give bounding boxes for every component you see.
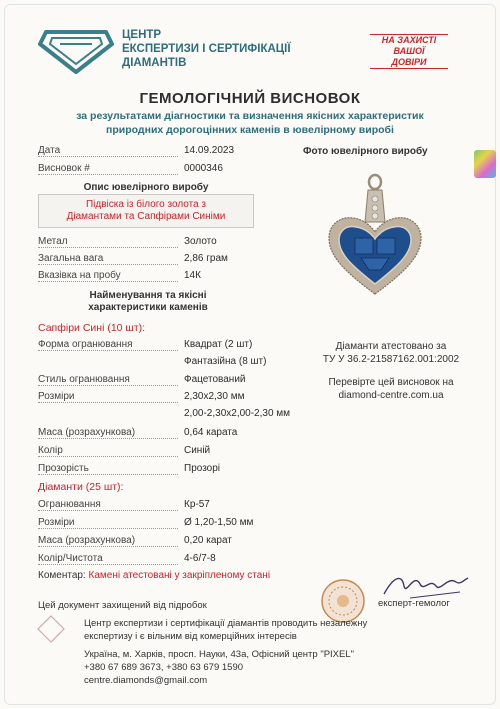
diamond-size-label: Розміри (38, 517, 178, 529)
org-name (122, 28, 291, 70)
stones-heading-line1: Найменування та якісні (89, 290, 207, 301)
verify-link[interactable]: diamond-centre.com.ua (338, 390, 444, 401)
sapphire-cut-shape-value2: Фантазійна (8 шт) (184, 356, 267, 367)
org-name-line2: ЕКСПЕРТИЗИ І СЕРТИФІКАЦІЇ (122, 43, 291, 55)
sapphire-mass-label: Маса (розрахункова) (38, 427, 178, 439)
description-label: Опис ювелірного виробу (83, 182, 209, 193)
address: Україна, м. Харків, просп. Науки, 43а, Офісний центр "PIXEL" (84, 649, 355, 660)
diamond-logo-icon (38, 24, 114, 76)
slogan-line1: НА ЗАХИСТІ (370, 34, 448, 46)
decorative-diamond-icon (36, 614, 66, 644)
sapphire-transparency-label: Прозорість (38, 463, 178, 475)
hallmark-value: 14К (184, 270, 201, 281)
document-title-block (0, 90, 500, 136)
verify-line1: Перевірте цей висновок на (328, 377, 454, 388)
metal-value: Золото (184, 236, 217, 247)
photo-label: Фото ювелірного виробу (303, 146, 428, 157)
email-link[interactable]: centre.diamonds@gmail.com (84, 675, 208, 686)
sapphire-size-value1: 2,30x2,30 мм (184, 391, 245, 402)
disclaimer-block (84, 617, 367, 643)
sapphire-cut-style-value: Фацетований (184, 374, 246, 385)
date-value: 14.09.2023 (184, 145, 235, 156)
org-name-line1: ЦЕНТР (122, 29, 162, 41)
description-line2: Діамантами та Сапфірами Синіми (66, 211, 226, 222)
slogan-line3: ДОВІРИ (370, 57, 448, 69)
slogan-stamp (370, 34, 448, 69)
attestation-block (306, 340, 476, 366)
sapphires-heading: Сапфіри Сині (10 шт): (38, 322, 146, 334)
stones-heading (40, 290, 256, 314)
disclaimer-line2: експертизу і є вільним від комерційних інтересів (84, 631, 297, 642)
org-name-line3: ДІАМАНТІВ (122, 57, 187, 69)
sapphire-cut-shape-value1: Квадрат (2 шт) (184, 339, 253, 350)
total-weight-value: 2,86 грам (184, 253, 228, 264)
diamond-color-clarity-value: 4-6/7-8 (184, 553, 216, 564)
expert-role: експерт-гемолог (378, 598, 450, 609)
diamond-mass-value: 0,20 карат (184, 535, 232, 546)
disclaimer-line1: Центр експертизи і сертифікації діамантів проводить незалежну (84, 618, 368, 629)
sapphire-size-label: Розміри (38, 391, 178, 403)
sapphire-size-value2: 2,00-2,30x2,00-2,30 мм (184, 408, 291, 419)
description-line1: Підвіска із білого золота з (85, 199, 207, 210)
phones[interactable]: +380 67 689 3673, +380 63 679 1590 (84, 662, 244, 673)
diamond-cut-label: Огранювання (38, 499, 178, 511)
hallmark-label: Вказівка на пробу (38, 270, 178, 282)
attestation-line2: ТУ У 36.2-21587162.001:2002 (322, 354, 460, 365)
document-subtitle-line1: за результатами діагностики та визначення якісних характеристик (76, 110, 424, 122)
sapphire-color-value: Синій (184, 445, 211, 456)
slogan-line2: ВАШОЇ (393, 46, 425, 56)
attestation-line1: Діаманти атестовано за (335, 341, 447, 352)
diamonds-heading: Діаманти (25 шт): (38, 481, 124, 493)
comment-label: Коментар: (38, 570, 86, 581)
protection-note: Цей документ захищений від підробок (38, 600, 207, 611)
certificate-number-value: 0000346 (184, 163, 223, 174)
sapphire-mass-value: 0,64 карата (184, 427, 238, 438)
certificate-number-label: Висновок # (38, 163, 178, 175)
sapphire-cut-shape-label: Форма огранювання (38, 339, 178, 351)
document-subtitle-line2: природних дорогоцінних каменів в ювелірному виробі (106, 124, 394, 136)
diamond-mass-label: Маса (розрахункова) (38, 535, 178, 547)
document-title: ГЕМОЛОГІЧНИЙ ВИСНОВОК (139, 90, 361, 107)
verify-block (306, 376, 476, 402)
contact-block (84, 648, 354, 687)
comment-value: Камені атестовані у закріпленому стані (88, 570, 271, 581)
description-box (38, 194, 254, 228)
diamond-size-value: Ø 1,20-1,50 мм (184, 517, 254, 528)
sapphire-transparency-value: Прозорі (184, 463, 221, 474)
date-label: Дата (38, 145, 178, 157)
comment-row (38, 570, 270, 581)
stones-heading-line2: характеристики каменів (88, 302, 208, 313)
diamond-color-clarity-label: Колір/Чистота (38, 553, 178, 565)
sapphire-color-label: Колір (38, 445, 178, 457)
hologram-sticker (474, 150, 496, 178)
diamond-cut-value: Кр-57 (184, 499, 210, 510)
metal-label: Метал (38, 236, 178, 248)
pendant-photo (325, 172, 425, 300)
sapphire-cut-style-label: Стиль огранювання (38, 374, 178, 386)
total-weight-label: Загальна вага (38, 253, 178, 265)
